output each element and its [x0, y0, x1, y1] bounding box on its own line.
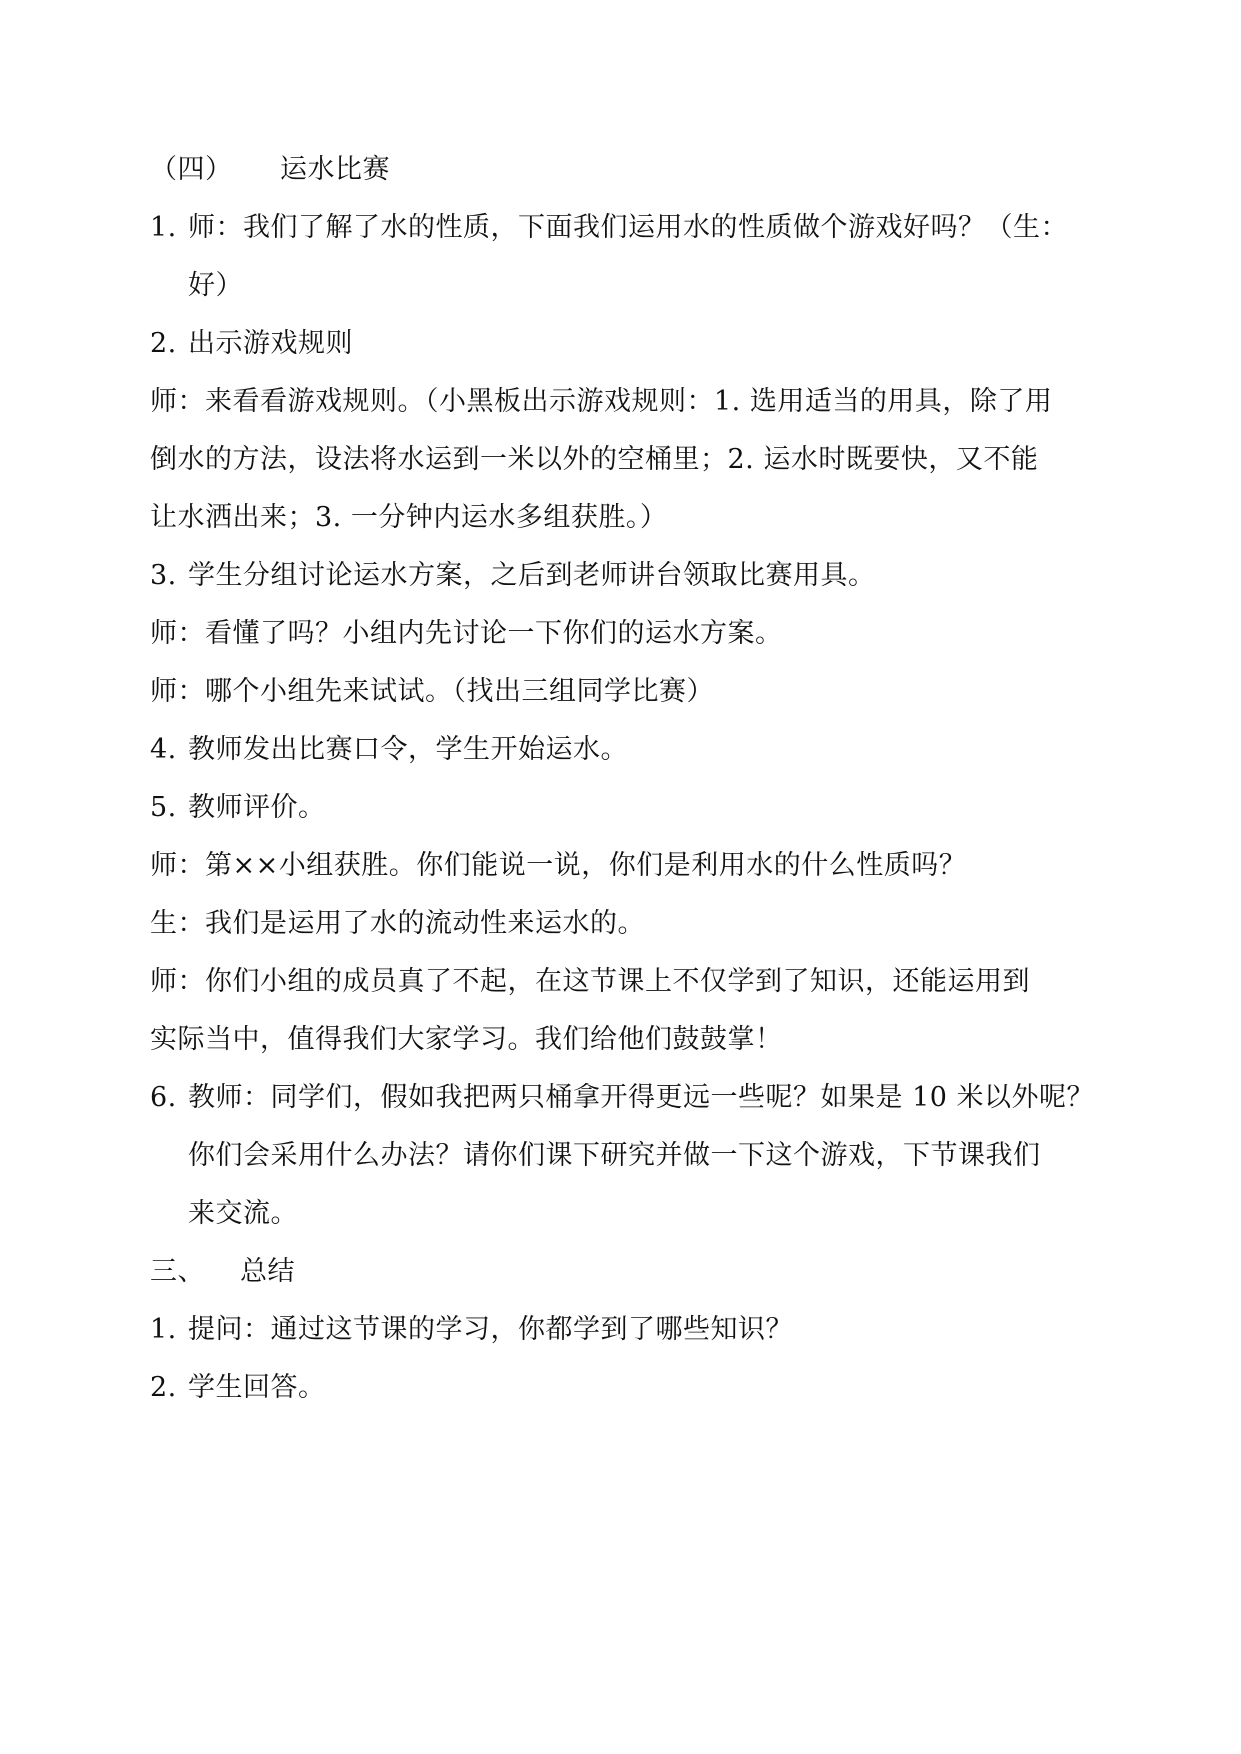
paragraph-line: 倒水的方法，设法将水运到一米以外的空桶里；2. 运水时既要快，又不能	[150, 444, 1039, 475]
list-item-1-continuation: 好）	[188, 270, 243, 301]
paragraph-line: 师：来看看游戏规则。（小黑板出示游戏规则：1. 选用适当的用具，除了用	[150, 386, 1053, 417]
paragraph-line: 师：看懂了吗？小组内先讨论一下你们的运水方案。	[150, 618, 783, 649]
list-item-3	[150, 556, 1090, 596]
list-number: 1.	[150, 1314, 177, 1345]
paragraph-line: 生：我们是运用了水的流动性来运水的。	[150, 908, 645, 939]
list-item-6-continuation: 来交流。	[188, 1198, 298, 1229]
section-marker: 三、	[150, 1256, 205, 1287]
list-text: 提问：通过这节课的学习，你都学到了哪些知识？	[188, 1314, 793, 1345]
summary-item-1	[150, 1310, 1090, 1350]
paragraph-line: 师：哪个小组先来试试。（找出三组同学比赛）	[150, 676, 714, 707]
list-item-5	[150, 788, 1090, 828]
list-text: 教师评价。	[188, 792, 326, 823]
list-item-6	[150, 1078, 1095, 1118]
list-number: 6.	[150, 1082, 177, 1113]
list-number: 3.	[150, 560, 177, 591]
list-text: 学生分组讨论运水方案，之后到老师讲台领取比赛用具。	[188, 560, 876, 591]
list-number: 2.	[150, 1372, 177, 1403]
list-number: 1.	[150, 212, 177, 243]
list-text: 教师发出比赛口令，学生开始运水。	[188, 734, 628, 765]
section-heading-four	[150, 150, 1090, 190]
paragraph-line: 师：你们小组的成员真了不起，在这节课上不仅学到了知识，还能运用到	[150, 966, 1030, 997]
list-text: 教师：同学们，假如我把两只桶拿开得更远一些呢？如果是 10 米以外呢？	[188, 1082, 1095, 1113]
section-title: 总结	[240, 1256, 295, 1287]
section-marker: （四）	[150, 154, 233, 185]
list-number: 2.	[150, 328, 177, 359]
paragraph-line: 师：第××小组获胜。你们能说一说，你们是利用水的什么性质吗？	[150, 850, 967, 881]
section-heading-three	[150, 1252, 1090, 1292]
summary-item-2	[150, 1368, 1090, 1408]
list-text: 师：我们了解了水的性质，下面我们运用水的性质做个游戏好吗？（生：	[188, 212, 1068, 243]
list-text: 学生回答。	[188, 1372, 326, 1403]
list-item-1	[150, 208, 1090, 248]
list-item-4	[150, 730, 1090, 770]
list-item-6-continuation: 你们会采用什么办法？请你们课下研究并做一下这个游戏，下节课我们	[188, 1140, 1041, 1171]
paragraph-line: 实际当中，值得我们大家学习。我们给他们鼓鼓掌！	[150, 1024, 783, 1055]
section-title: 运水比赛	[280, 154, 390, 185]
list-item-2	[150, 324, 1090, 364]
list-number: 4.	[150, 734, 177, 765]
list-number: 5.	[150, 792, 177, 823]
list-text: 出示游戏规则	[188, 328, 353, 359]
paragraph-line: 让水洒出来；3. 一分钟内运水多组获胜。）	[150, 502, 668, 533]
